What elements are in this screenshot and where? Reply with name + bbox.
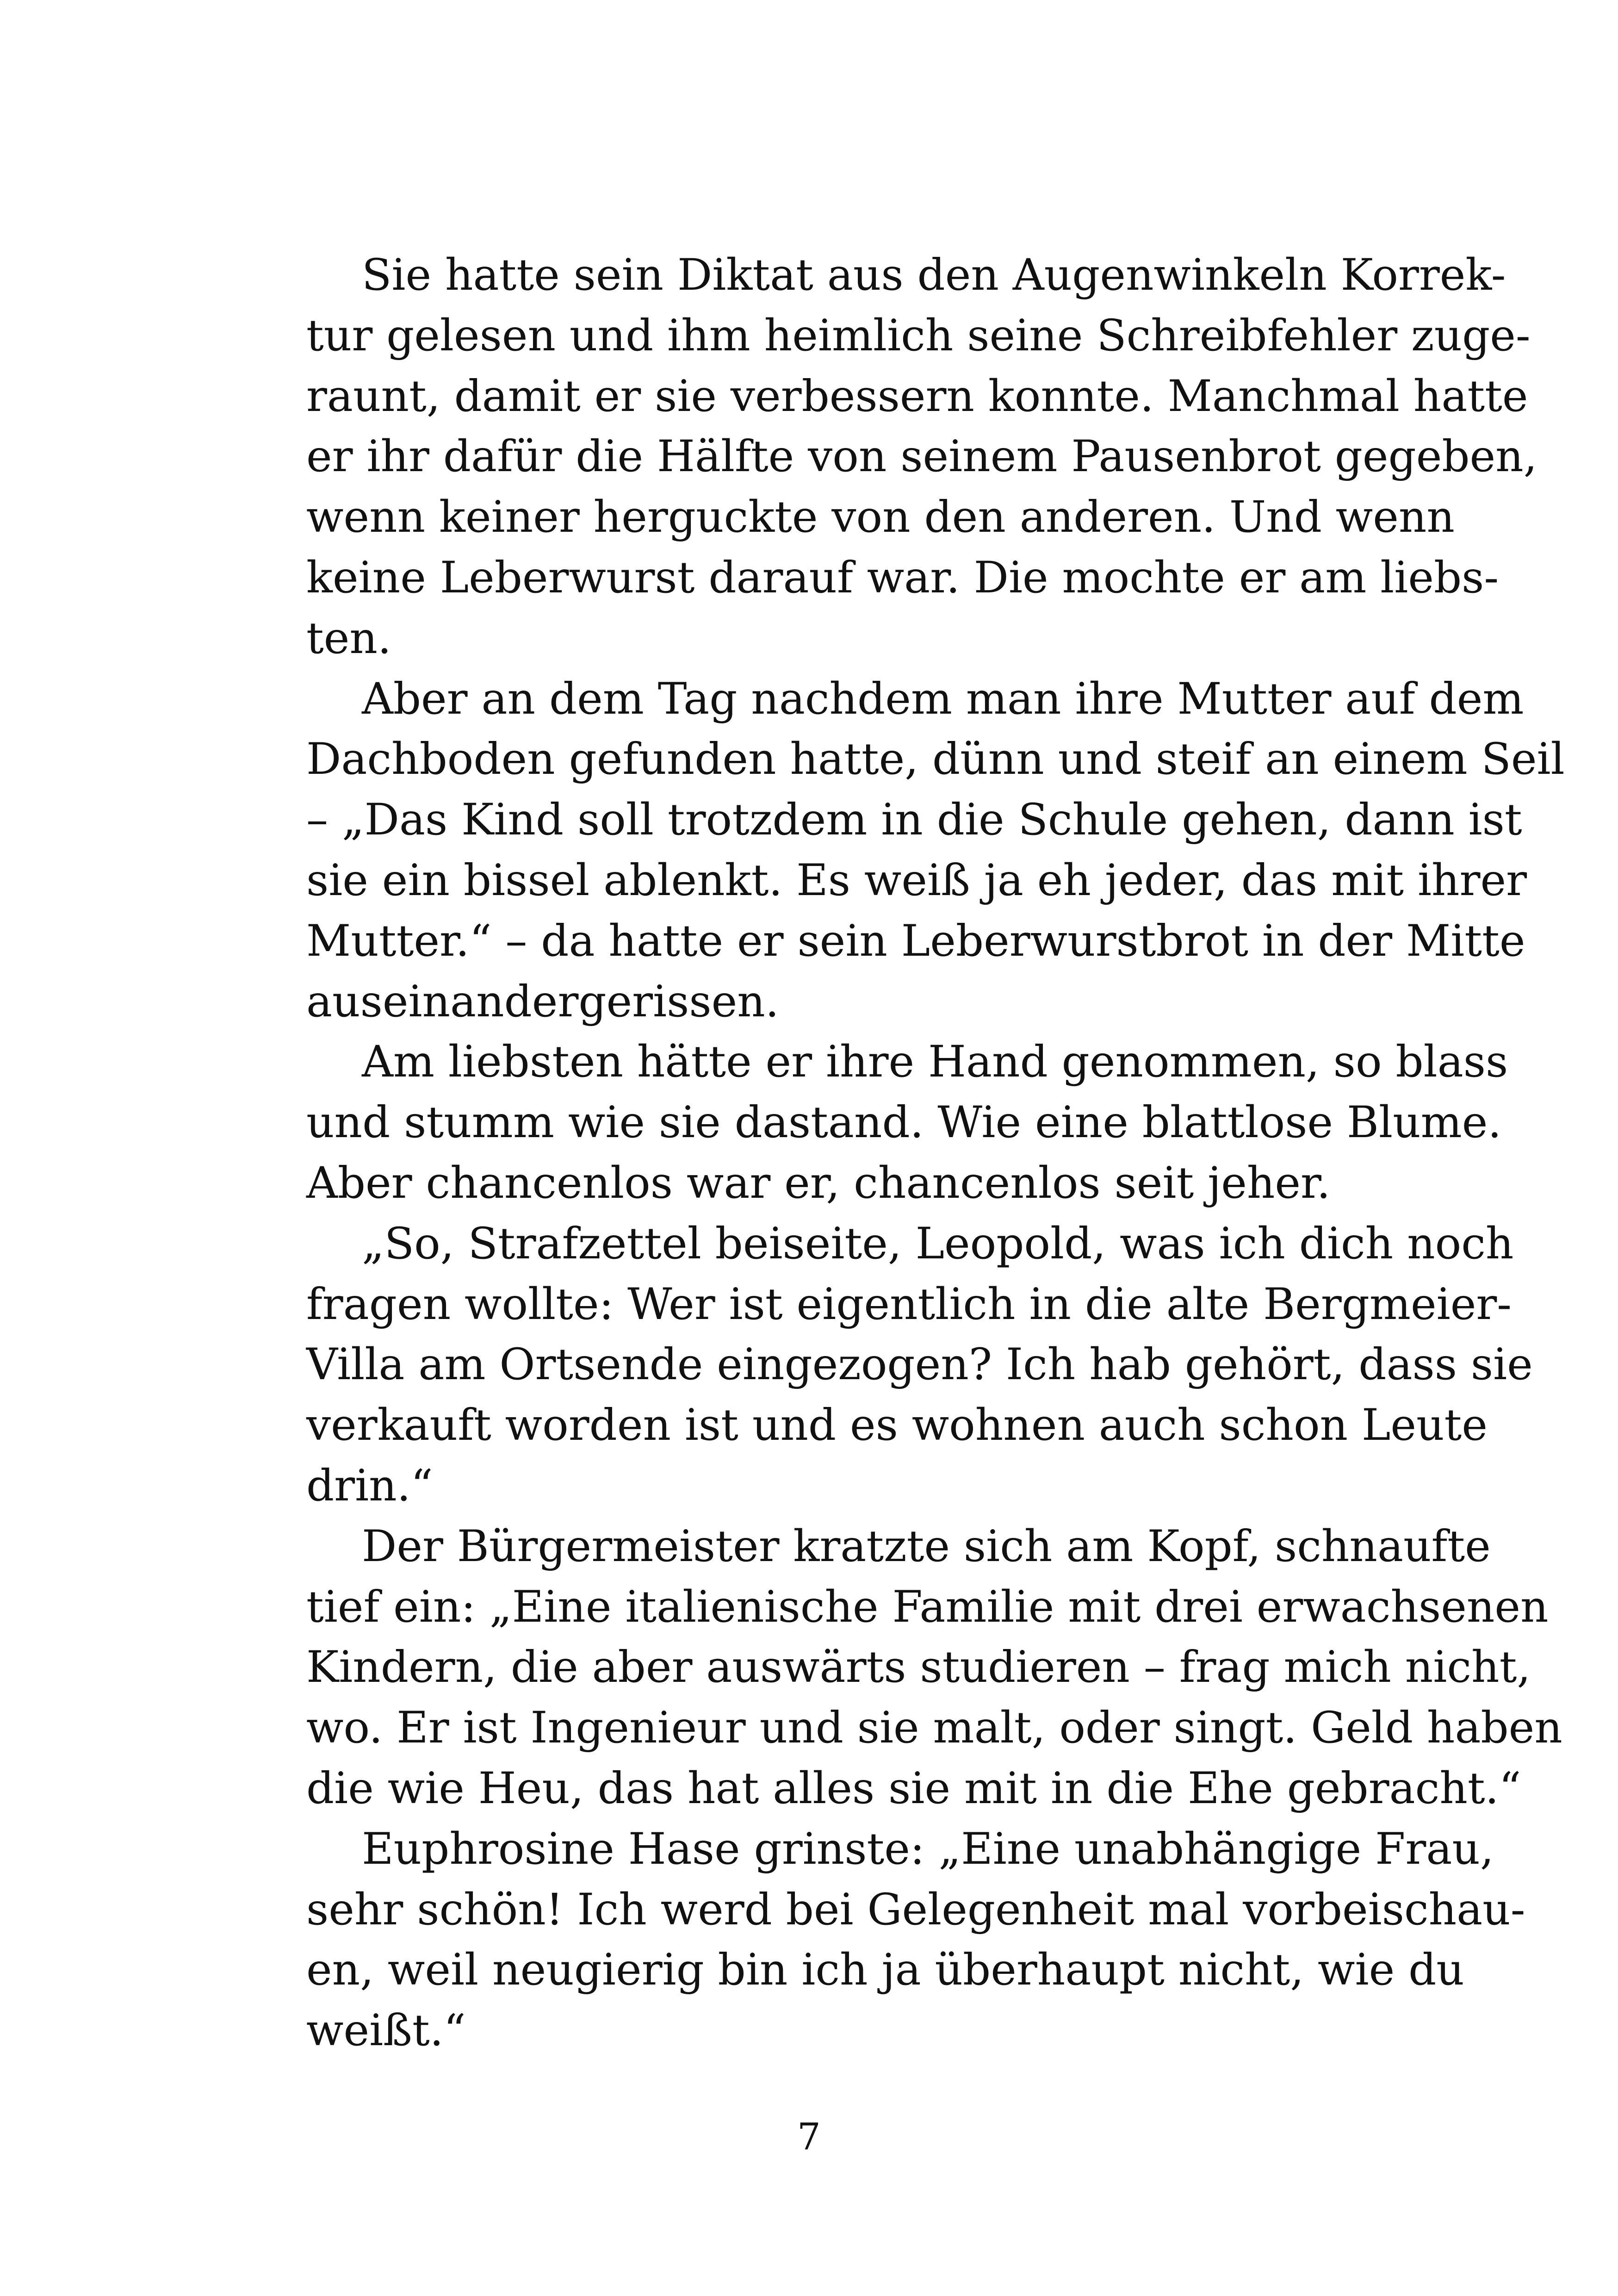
text-line: Villa am Ortsende eingezogen? Ich hab gehört, dass sie (306, 1339, 1533, 1390)
text-line: Mutter.“ – da hatte er sein Leberwurstbrot in der Mitte (306, 915, 1525, 966)
text-line: „So, Strafzettel beiseite, Leopold, was ich dich noch (362, 1218, 1514, 1269)
text-line: weißt.“ (306, 2005, 466, 2056)
text-line: Aber an dem Tag nachdem man ihre Mutter auf dem (362, 673, 1524, 724)
page-number: 7 (797, 2115, 821, 2158)
paragraph-2 (251, 669, 1565, 1033)
paragraph-3 (251, 1032, 1508, 1213)
body-text (251, 245, 1565, 2061)
text-line: Sie hatte sein Diktat aus den Augenwinkeln Korrek- (362, 250, 1506, 300)
text-line: – „Das Kind soll trotzdem in die Schule gehen, dann ist (306, 795, 1522, 846)
paragraph-5 (251, 1517, 1562, 1819)
text-line: Aber chancenlos war er, chancenlos seit jeher. (306, 1157, 1331, 1208)
text-line: ten. (306, 613, 391, 664)
paragraph-1 (251, 245, 1537, 669)
text-line: Der Bürgermeister kratzte sich am Kopf, schnaufte (362, 1521, 1491, 1572)
text-line: Dachboden gefunden hatte, dünn und steif an einem Seil (306, 734, 1565, 785)
text-line: auseinandergerissen. (306, 976, 779, 1027)
text-line: verkauft worden ist und es wohnen auch schon Leute (306, 1400, 1488, 1451)
text-line: sie ein bissel ablenkt. Es weiß ja eh jeder, das mit ihrer (306, 855, 1527, 906)
text-line: Euphrosine Hase grinste: „Eine unabhängige Frau, (362, 1823, 1494, 1874)
text-line: tief ein: „Eine italienische Familie mit drei erwachsenen (306, 1581, 1549, 1632)
text-line: Am liebsten hätte er ihre Hand genommen, so blass (362, 1037, 1508, 1088)
text-line: und stumm wie sie dastand. Wie eine blattlose Blume. (306, 1097, 1502, 1148)
text-line: tur gelesen und ihm heimlich seine Schreibfehler zuge- (306, 310, 1531, 361)
text-line: er ihr dafür die Hälfte von seinem Pausenbrot gegeben, (306, 431, 1537, 482)
text-line: fragen wollte: Wer ist eigentlich in die alte Bergmeier- (306, 1279, 1512, 1330)
text-line: raunt, damit er sie verbessern konnte. Manchmal hatte (306, 371, 1528, 422)
text-line: keine Leberwurst darauf war. Die mochte er am liebs- (306, 552, 1499, 603)
paragraph-4 (251, 1214, 1533, 1517)
text-line: drin.“ (306, 1460, 433, 1511)
text-line: wo. Er ist Ingenieur und sie malt, oder singt. Geld haben (306, 1703, 1562, 1754)
text-line: en, weil neugierig bin ich ja überhaupt nicht, wie du (306, 1945, 1464, 1996)
text-line: die wie Heu, das hat alles sie mit in die Ehe gebracht.“ (306, 1763, 1521, 1814)
text-line: wenn keiner herguckte von den anderen. Und wenn (306, 492, 1455, 543)
text-line: sehr schön! Ich werd bei Gelegenheit mal vorbeischau- (306, 1884, 1525, 1935)
paragraph-6 (251, 1819, 1525, 2061)
text-line: Kindern, die aber auswärts studieren – frag mich nicht, (306, 1642, 1531, 1693)
